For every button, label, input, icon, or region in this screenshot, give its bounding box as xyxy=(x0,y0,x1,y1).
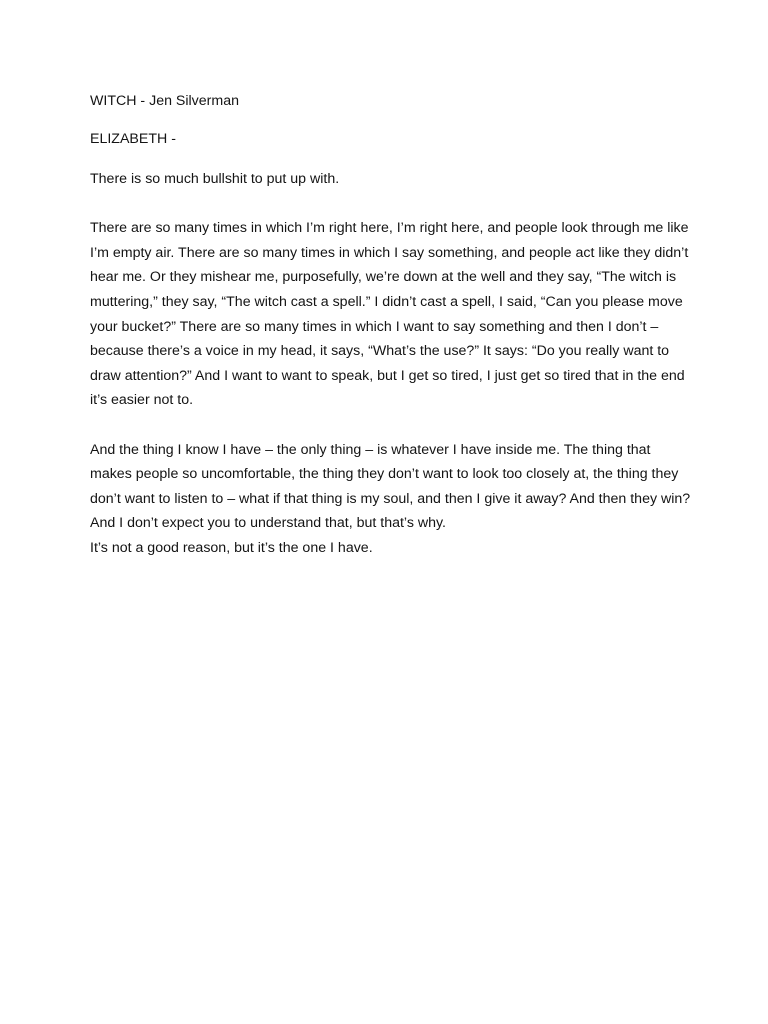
monologue-body xyxy=(90,167,690,561)
paragraph-line: And I don’t expect you to understand that, but that’s why. xyxy=(90,515,446,532)
paragraph-1 xyxy=(90,216,690,413)
paragraph-line: your bucket?” There are so many times in which I want to say something and then I don’t – xyxy=(90,318,659,335)
paragraph-line: don’t want to listen to – what if that thing is my soul, and then I give it away? And then they win? xyxy=(90,490,691,507)
paragraph-line: It’s not a good reason, but it’s the one I have. xyxy=(90,539,373,556)
speaker-name: ELIZABETH - xyxy=(90,131,176,147)
paragraph-line: I’m empty air. There are so many times in which I say something, and people act like they didn’t xyxy=(90,244,689,261)
document-title: WITCH - Jen Silverman xyxy=(90,93,239,109)
paragraph-line: And the thing I know I have – the only thing – is whatever I have inside me. The thing that xyxy=(90,441,651,458)
paragraph-line: muttering,” they say, “The witch cast a spell.” I didn’t cast a spell, I said, “Can you please move xyxy=(90,293,683,310)
paragraph-line: because there’s a voice in my head, it says, “What’s the use?” It says: “Do you really want to xyxy=(90,343,670,360)
paragraph-line: it’s easier not to. xyxy=(90,392,194,409)
paragraph-line: makes people so uncomfortable, the thing they don’t want to look too closely at, the thing they xyxy=(90,466,679,483)
paragraph-spacer xyxy=(90,413,690,438)
paragraph-spacer xyxy=(90,192,690,217)
paragraph-2 xyxy=(90,438,690,561)
paragraph-line: There are so many times in which I’m right here, I’m right here, and people look through me like xyxy=(90,220,689,237)
opening-line: There is so much bullshit to put up with. xyxy=(90,171,340,187)
paragraph-line: draw attention?” And I want to want to speak, but I get so tired, I just get so tired that in the end xyxy=(90,367,685,384)
paragraph-line: hear me. Or they mishear me, purposefully, we’re down at the well and they say, “The witch is xyxy=(90,269,677,286)
